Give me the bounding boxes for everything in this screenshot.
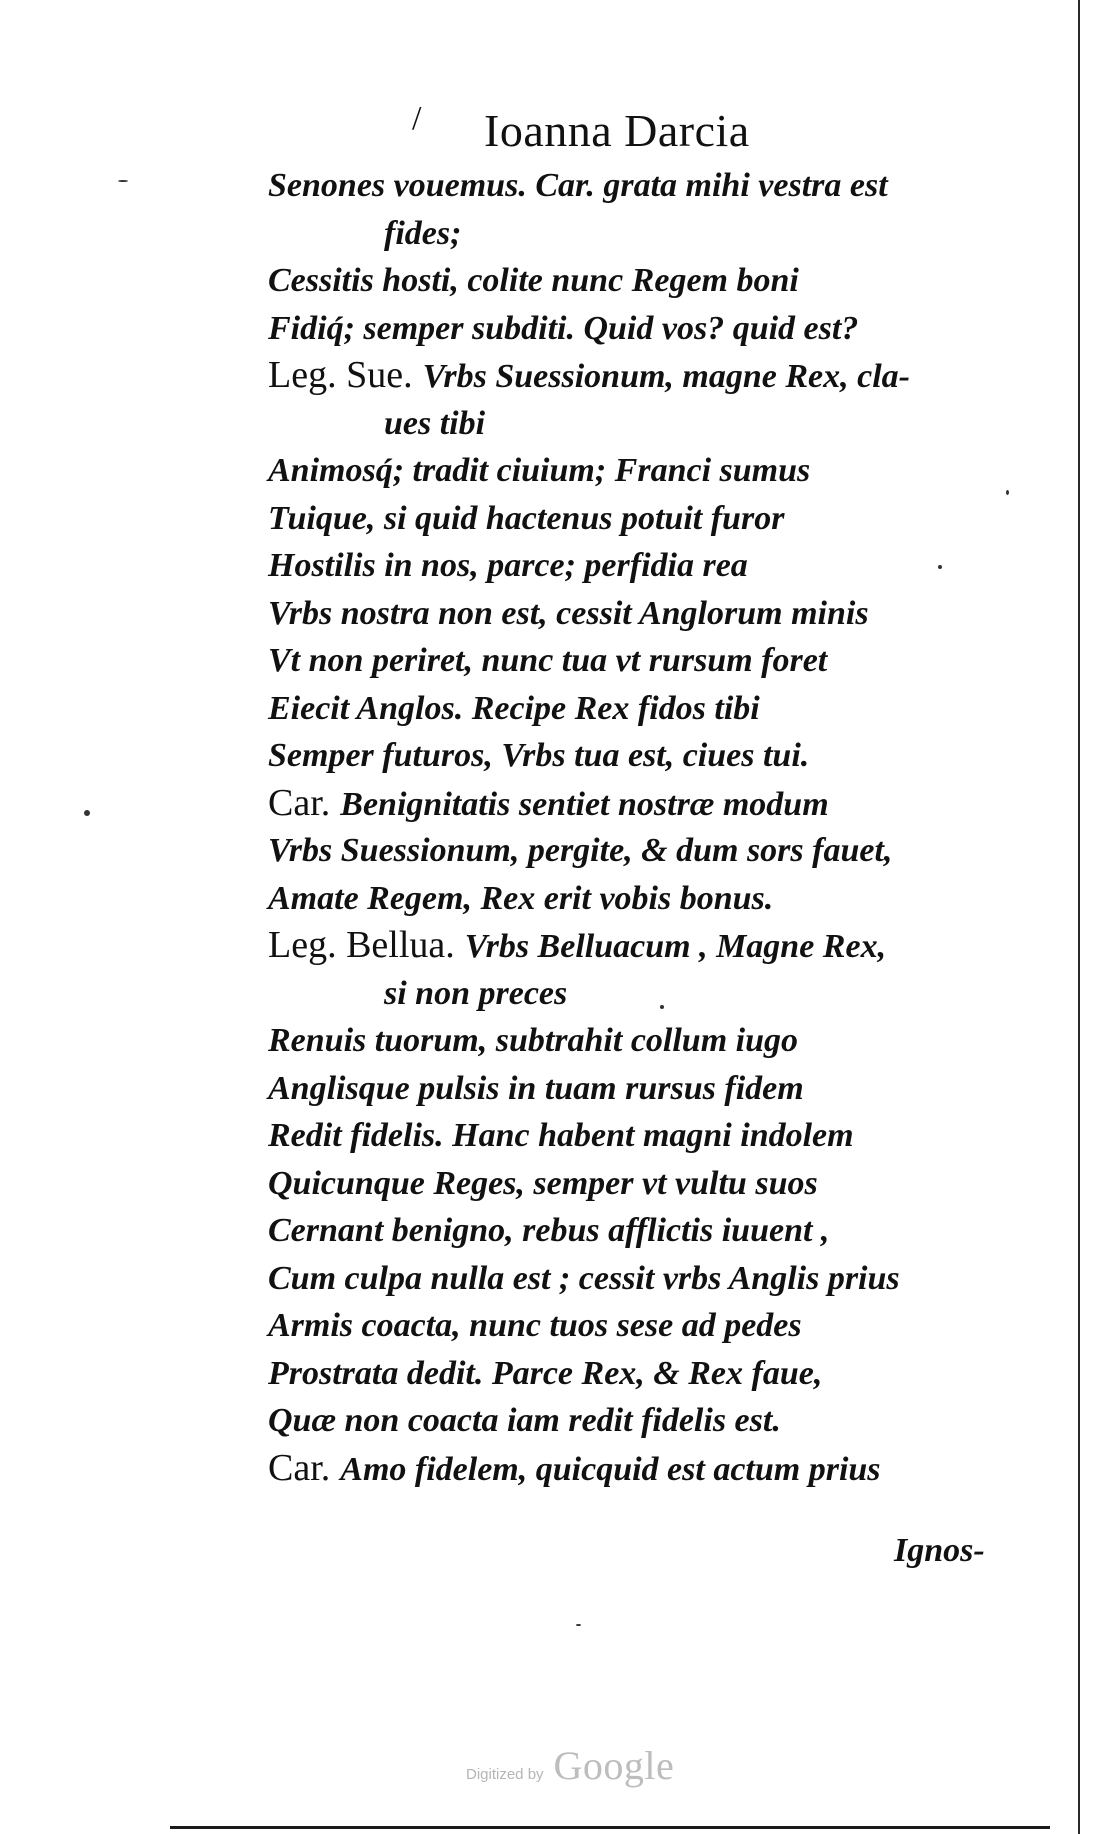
- verse-line: [268, 1397, 1028, 1445]
- verse-line: [268, 875, 1028, 923]
- verse-line: [268, 447, 1028, 495]
- line-text: Hostilis in nos, parce; perfidia rea: [268, 547, 748, 584]
- verse-line: [268, 1445, 1028, 1493]
- verse-line: [268, 305, 1028, 353]
- verse-line: [268, 732, 1028, 780]
- verse-line: [268, 210, 1028, 258]
- ink-speck: [576, 1624, 581, 1626]
- verse-line: [268, 400, 1028, 448]
- digitization-watermark: [466, 1742, 674, 1789]
- speaker-label: Car.: [268, 1446, 331, 1489]
- running-head: Ioanna Darcia: [484, 105, 750, 156]
- verse-line: [268, 590, 1028, 638]
- verse-line: [268, 1065, 1028, 1113]
- line-text: Animosq́; tradit ciuium; Franci sumus: [268, 452, 811, 489]
- line-text: Vrbs nostra non est, cessit Anglorum minis: [268, 594, 869, 632]
- line-text: ues tibi: [384, 404, 486, 442]
- verse-line: [268, 257, 1028, 305]
- verse-line: [268, 1112, 1028, 1160]
- ink-speck: [1006, 490, 1009, 495]
- verse-line: [268, 1255, 1028, 1303]
- line-text: fides;: [384, 214, 462, 252]
- line-text: Vrbs Belluacum , Magne Rex,: [464, 928, 887, 965]
- line-text: Amate Regem, Rex erit vobis bonus.: [268, 879, 774, 917]
- verse-line: [268, 970, 1028, 1018]
- verse-line: [268, 780, 1028, 828]
- line-text: Amo fidelem, quicquid est actum prius: [340, 1450, 881, 1488]
- line-text: Vt non periret, nunc tua vt rursum foret: [268, 642, 828, 679]
- line-text: Vrbs Suessionum, pergite, & dum sors fauet,: [268, 832, 893, 869]
- ink-speck: [84, 810, 90, 816]
- verse-line: [268, 542, 1028, 590]
- line-text: Quæ non coacta iam redit fidelis est.: [268, 1402, 781, 1439]
- digitized-by-label: Digitized by: [466, 1766, 544, 1783]
- catchword: Ignos-: [894, 1532, 985, 1569]
- line-text: si non preces: [384, 974, 568, 1012]
- line-text: Prostrata dedit. Parce Rex, & Rex faue,: [268, 1354, 823, 1392]
- verse-line: [268, 1350, 1028, 1398]
- stray-mark: /: [412, 100, 422, 137]
- speaker-label: Car.: [268, 781, 331, 824]
- line-text: Renuis tuorum, subtrahit collum iugo: [268, 1022, 799, 1059]
- ink-speck: [938, 565, 942, 569]
- line-text: Semper futuros, Vrbs tua est, ciues tui.: [268, 737, 810, 774]
- ink-speck: [118, 180, 128, 182]
- line-text: Armis coacta, nunc tuos sese ad pedes: [268, 1307, 802, 1344]
- line-text: Redit fidelis. Hanc habent magni indolem: [268, 1117, 854, 1154]
- page-edge-rule: [1078, 0, 1080, 1834]
- line-text: Cum culpa nulla est ; cessit vrbs Anglis prius: [268, 1259, 900, 1297]
- verse-line: [268, 162, 1028, 210]
- speaker-label: Leg. Bellua.: [268, 924, 455, 966]
- line-text: Senones vouemus. Car. grata mihi vestra est: [268, 167, 888, 204]
- verse-text: [268, 162, 1028, 1492]
- line-text: Quicunque Reges, semper vt vultu suos: [268, 1164, 818, 1202]
- line-text: Cernant benigno, rebus afflictis iuuent ,: [268, 1212, 830, 1249]
- ink-speck: [660, 1005, 664, 1009]
- verse-line: [268, 827, 1028, 875]
- verse-line: [268, 1302, 1028, 1350]
- bottom-edge-rule: [170, 1826, 1050, 1829]
- verse-line: [268, 637, 1028, 685]
- line-text: Tuique, si quid hactenus potuit furor: [268, 499, 785, 537]
- google-logo: Google: [553, 1743, 675, 1788]
- verse-line: [268, 685, 1028, 733]
- line-text: Fidiq́; semper subditi. Quid vos? quid est?: [268, 309, 859, 347]
- line-text: Anglisque pulsis in tuam rursus fidem: [268, 1069, 804, 1107]
- verse-line: [268, 495, 1028, 543]
- verse-line: [268, 352, 1028, 400]
- line-text: Cessitis hosti, colite nunc Regem boni: [268, 262, 799, 299]
- line-text: Benignitatis sentiet nostræ modum: [340, 785, 829, 823]
- speaker-label: Leg. Sue.: [268, 354, 413, 396]
- verse-line: [268, 922, 1028, 970]
- line-text: Vrbs Suessionum, magne Rex, cla-: [422, 358, 910, 395]
- verse-line: [268, 1017, 1028, 1065]
- verse-line: [268, 1207, 1028, 1255]
- line-text: Eiecit Anglos. Recipe Rex fidos tibi: [268, 689, 760, 727]
- verse-line: [268, 1160, 1028, 1208]
